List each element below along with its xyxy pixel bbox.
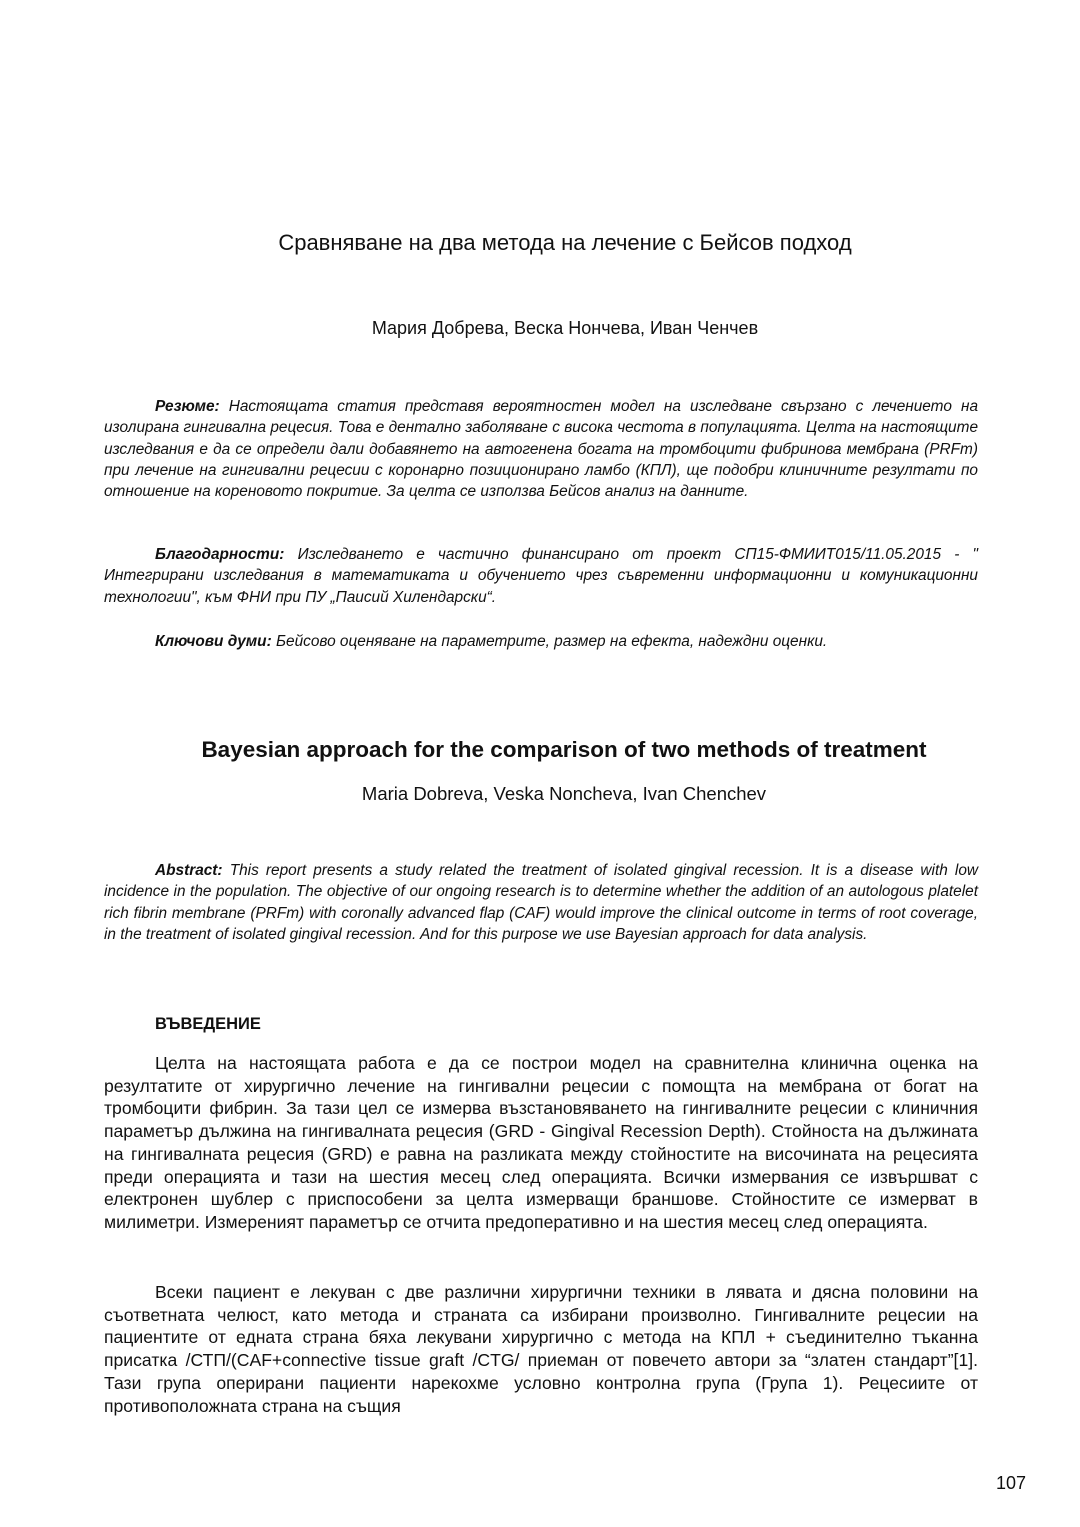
bg-acknowledgements [104,544,978,608]
intro-heading: ВЪВЕДЕНИЕ [155,1015,261,1033]
en-authors: Maria Dobreva, Veska Noncheva, Ivan Chenchev [361,783,767,804]
bg-keywords-label: Ключови думи: [155,633,272,650]
en-title: Bayesian approach for the comparison of two methods of treatment [201,737,927,762]
bg-abstract [104,396,978,502]
bg-abstract-text: Настоящата статия представя вероятностен модел на изследване свързано с лечението на изолирана гингивална рецесия. Това е дентално заболяване с висока честота в популацията. Целта на настоящите изследвания е да се определи дали добавянето на автогенена богата на тромбоцити фибринова мембрана (PRFm) при лечение на гингивални рецесии с коронарно позиционирано ламбо (КПЛ), ще подобри клиничните резултати по отношение на кореновото покритие. За целта се използва Бейсов анализ на данните. [104,398,978,501]
bg-ack-text: Изследването е частично финансирано от проект СП15-ФМИИТ015/11.05.2015 - " Интегрирани изследвания в математиката и обучението чрез съвременни информационни и комуникационни технологии", към ФНИ при ПУ „Паисий Хилендарски“. [104,546,978,606]
bg-keywords-text: Бейсово оценяване на параметрите, размер на ефекта, надеждни оценки. [271,633,828,650]
bg-abstract-label: Резюме: [155,398,220,415]
en-abstract-text: This report presents a study related the treatment of isolated gingival recession. It is a disease with low incidence in the population. The objective of our ongoing research is to determine whether the addition of an autologous platelet rich fibrin membrane (PRFm) with coronally advanced flap (CAF) would improve the clinical outcome in terms of root coverage, in the treatment of isolated gingival recession. And for this purpose we use Bayesian approach for data analysis. [104,862,978,943]
bg-keywords [104,631,978,652]
page-number: 107 [995,1473,1026,1493]
bg-title: Сравняване на два метода на лечение с Бейсов подход [278,230,852,255]
en-abstract-label: Abstract: [155,862,223,879]
intro-paragraph-2: Всеки пациент е лекуван с две различни хирургични техники в лявата и дясна половини на съответната челюст, като метода и страната са избирани произволно. Гингивалните рецесии на пациентите от едната страна бяха лекувани хирургично с метода на КПЛ + съединително тъканна присатка /СТП/(CAF+connective tissue graft /CTG/ приеман от повечето автори за “златен стандарт”[1]. Тази група оперирани пациенти нарекохме условно контролна група (Група 1). Рецесиите от противоположната страна на същия [104,1282,978,1416]
en-abstract [104,860,978,945]
bg-ack-label: Благодарности: [155,546,285,563]
bg-authors: Мария Добрева, Веска Нончева, Иван Ченчев [371,318,759,338]
intro-paragraph-1: Целта на настоящата работа е да се построи модел на сравнителна клинична оценка на резултатите от хирургично лечение на гингивални рецесии с помощта на мембрана от богат на тромбоцити фибрин. За тази цел се измерва възстановяването на гингивалните рецесии с клиничния параметър дължина на гингивалната рецесия (GRD - Gingival Recession Depth). Стойноста на дължината на гингивалната рецесия (GRD) е равна на разликата между стойностите на височината на рецесията преди операцията и тази на шестия месец след операцията. Всички измервания се извършват с електронен шублер с приспособени за целта измерващи браншове. Стойностите се измерват в милиметри. Измереният параметър се отчита предоперативно и на шестия месец след операцията. [104,1053,978,1232]
